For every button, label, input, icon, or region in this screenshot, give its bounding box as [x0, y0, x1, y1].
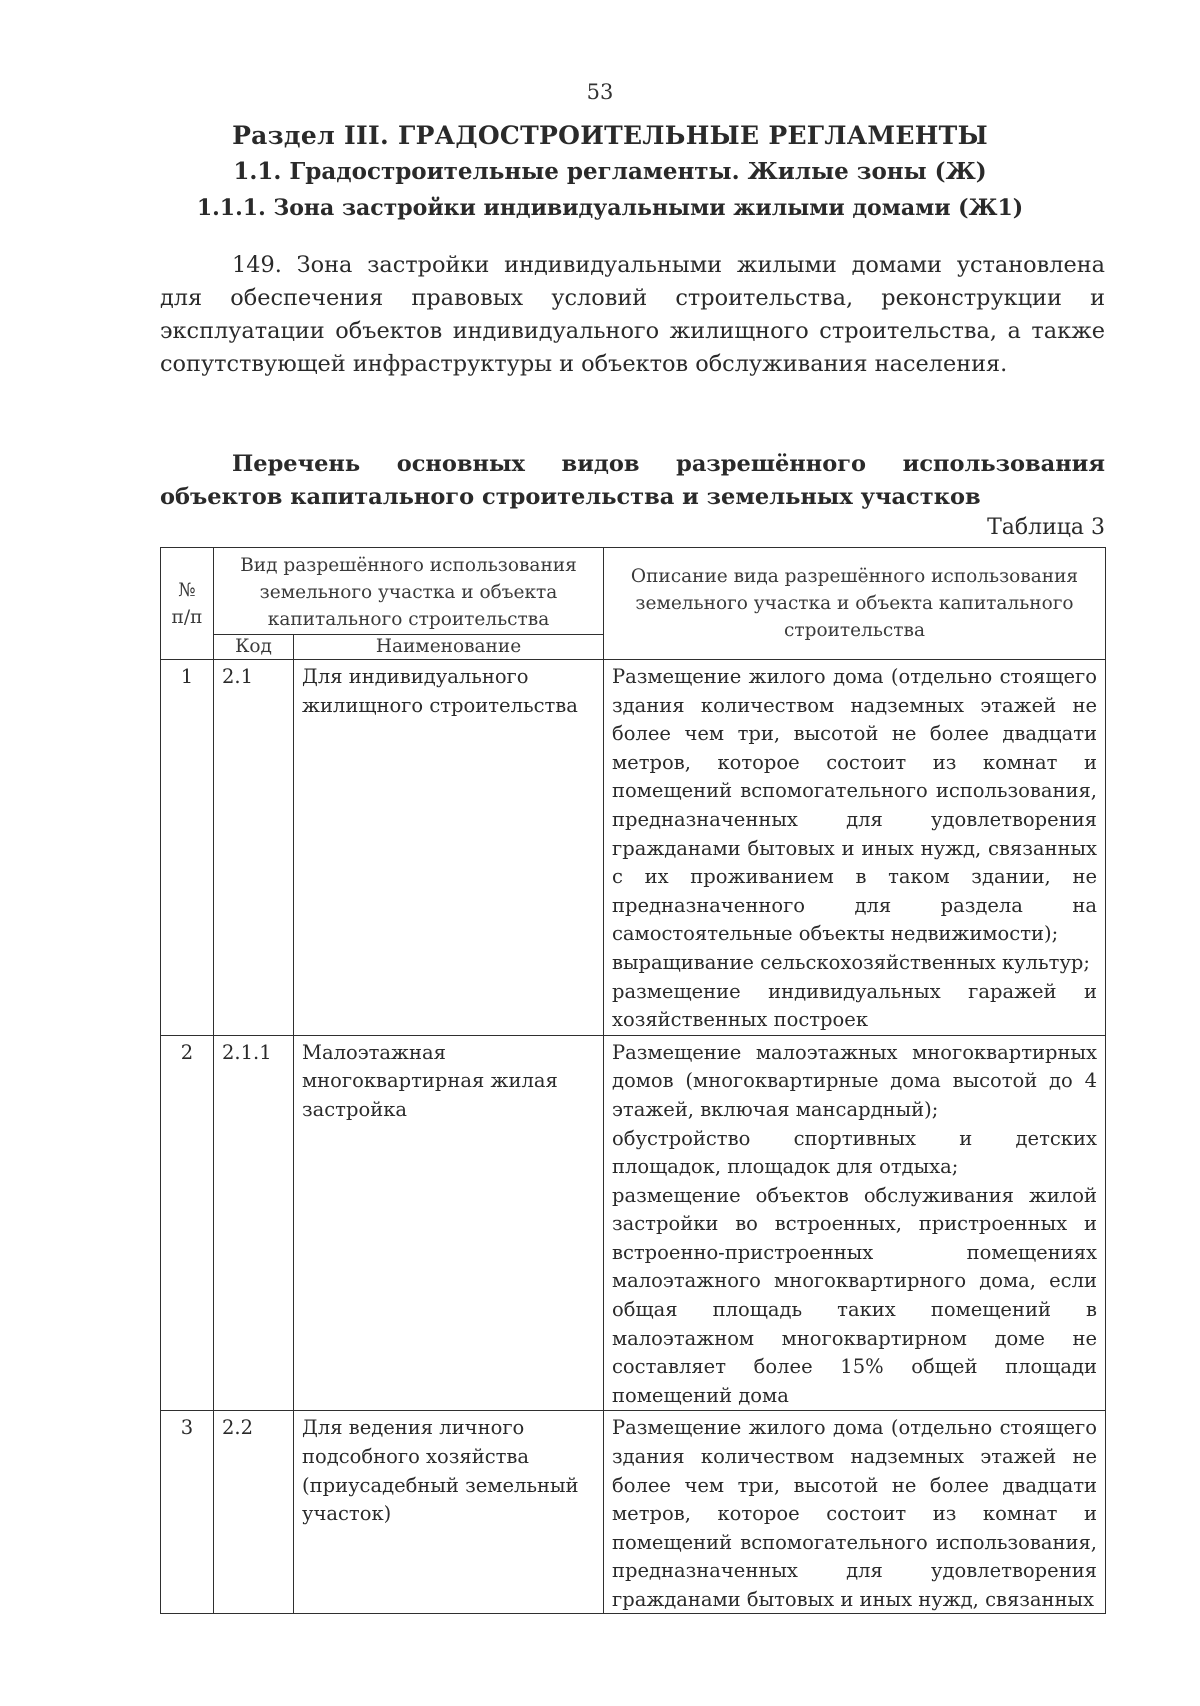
page-number: 53 — [586, 80, 614, 104]
description-paragraph: размещение объектов обслуживания жилой застройки во встроенных, пристроенных и встроенно-пристроенных помещениях малоэтажного многоквартирного дома, если общая площадь таких помещений в малоэтажном многоквартирном доме не составляет более 15% общей площади помещений дома — [612, 1183, 1097, 1407]
row-name: Для индивидуального жилищного строительства — [294, 660, 604, 1036]
header-name: Наименование — [294, 635, 604, 660]
header-usage-type: Вид разрешённого использования земельного участка и объекта капитального строительства — [214, 548, 604, 635]
row-number: 2 — [161, 1035, 214, 1411]
description-paragraph: выращивание сельскохозяйственных культур; — [612, 950, 1090, 974]
description-paragraph: Размещение жилого дома (отдельно стоящего здания количеством надземных этажей не более чем три, высотой не более двадцати метров, которое состоит из комнат и помещений вспомогательного использования, предназначенных для удовлетворения гражданами бытовых и иных нужд, связанных с их проживанием в таком здании, не предназначенного для раздела на самостоятельные объекты недвижимости); — [612, 665, 1097, 946]
description-paragraph: обустройство спортивных и детских площадок, площадок для отдыха; — [612, 1126, 1097, 1179]
row-code: 2.1 — [214, 660, 294, 1036]
intro-paragraph: 149. Зона застройки индивидуальными жилыми домами установлена для обеспечения правовых условий строительства, реконструкции и эксплуатации объектов индивидуального жилищного строительства, а также сопутствующей инфраструктуры и объектов обслуживания населения. — [160, 252, 1105, 377]
section-title: Раздел III. ГРАДОСТРОИТЕЛЬНЫЕ РЕГЛАМЕНТЫ — [232, 121, 988, 150]
table-row — [161, 1411, 1106, 1614]
row-description — [604, 1035, 1106, 1411]
table-header-row — [161, 548, 1106, 635]
row-code: 2.1.1 — [214, 1035, 294, 1411]
header-code: Код — [214, 635, 294, 660]
header-description: Описание вида разрешённого использования земельного участка и объекта капитального строительства — [604, 548, 1106, 660]
row-name: Для ведения личного подсобного хозяйства (приусадебный земельный участок) — [294, 1411, 604, 1614]
row-number: 3 — [161, 1411, 214, 1614]
row-name: Малоэтажная многоквартирная жилая застройка — [294, 1035, 604, 1411]
row-description — [604, 660, 1106, 1036]
row-number: 1 — [161, 660, 214, 1036]
table-row — [161, 1035, 1106, 1411]
row-code: 2.2 — [214, 1411, 294, 1614]
row-description — [604, 1411, 1106, 1614]
table-row — [161, 660, 1106, 1036]
section-headings — [150, 118, 1070, 226]
subsection-title: 1.1. Градостроительные регламенты. Жилые зоны (Ж) — [233, 158, 987, 185]
table-label: Таблица 3 — [987, 515, 1105, 540]
list-title: Перечень основных видов разрешённого использования объектов капитального строительства и земельных участков — [160, 451, 1105, 510]
regulations-table — [160, 547, 1106, 1614]
description-paragraph: размещение индивидуальных гаражей и хозяйственных построек — [612, 979, 1097, 1032]
description-continuation — [612, 1414, 1097, 1613]
description-paragraph: Размещение жилого дома (отдельно стоящего здания количеством надземных этажей не более чем три, высотой не более двадцати метров, которое состоит из комнат и помещений вспомогательного использования, предназначенных для удовлетворения гражданами бытовых и иных нужд, связанных — [612, 1416, 1097, 1611]
description-paragraph: Размещение малоэтажных многоквартирных домов (многоквартирные дома высотой до 4 этажей, включая мансардный); — [612, 1040, 1097, 1121]
header-number: № п/п — [161, 548, 214, 660]
zone-title: 1.1.1. Зона застройки индивидуальными жилыми домами (Ж1) — [196, 195, 1024, 221]
